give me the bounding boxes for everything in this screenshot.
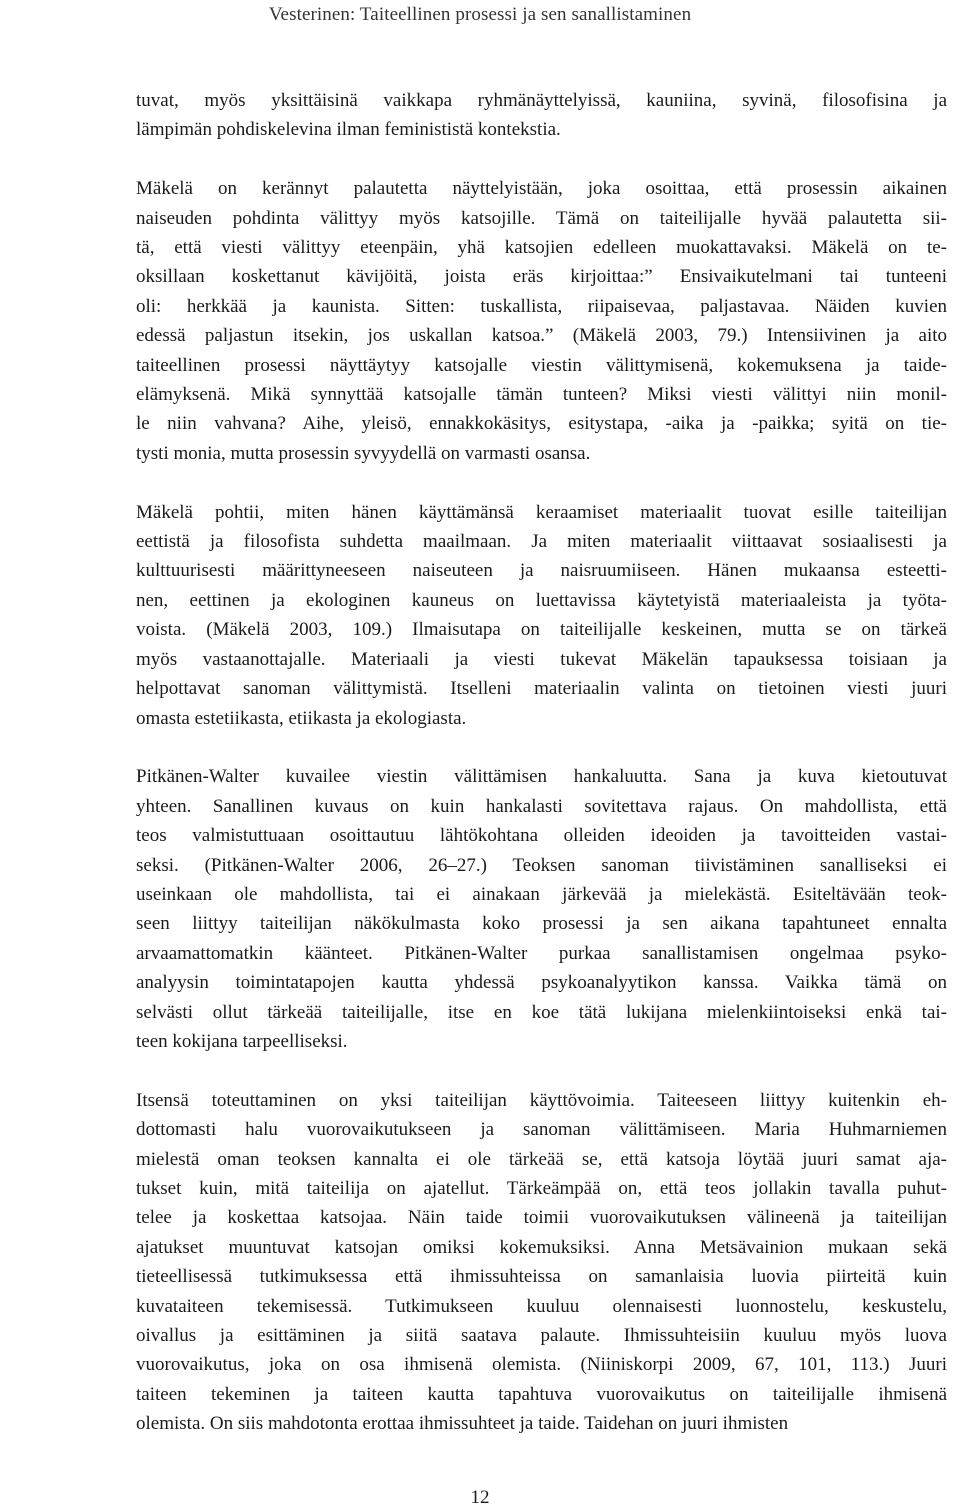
body-text xyxy=(136,86,947,1439)
paragraph-5 xyxy=(136,1086,947,1439)
text-line: naiseuden pohdinta välittyy myös katsojille. Tämä on taiteilijalle hyvää palautetta sii- xyxy=(136,207,947,229)
text-line: eettistä ja filosofista suhdetta maailmaan. Ja miten materiaalit viittaavat sosiaalisesti ja xyxy=(136,531,947,553)
text-line: voista. (Mäkelä 2003, 109.) Ilmaisutapa on taiteilijalle keskeinen, mutta se on tärkeä xyxy=(136,619,947,641)
text-line: seen liittyy taiteilijan näkökulmasta koko prosessi ja sen aikana tapahtuneet ennalta xyxy=(136,913,947,935)
text-line: oivallus ja esittäminen ja siitä saatava palaute. Ihmissuhteisiin kuuluu myös luova xyxy=(136,1325,947,1346)
text-line: Pitkänen-Walter kuvailee viestin välittämisen hankaluutta. Sana ja kuva kietoutuvat xyxy=(136,766,947,788)
text-line: mielestä oman teoksen kannalta ei ole tärkeää se, että katsoja löytää juuri samat aja- xyxy=(136,1148,947,1170)
text-line: kulttuurisesti määrittyneeseen naiseuteen ja naisruumiiseen. Hänen mukaansa esteetti- xyxy=(136,560,947,582)
text-line: kuvataiteen tekemisessä. Tutkimukseen kuuluu olennaisesti luonnostelu, keskustelu, xyxy=(136,1295,947,1317)
text-line: selvästi ollut tärkeää taiteilijalle, itse en koe tätä lukijana mielenkiintoiseksi enkä tai- xyxy=(136,1001,947,1023)
text-line: edessä paljastun itsekin, jos uskallan katsoa.” (Mäkelä 2003, 79.) Intensiivinen ja aito xyxy=(136,325,947,347)
text-line: lämpimän pohdiskelevina ilman feminististä kontekstia. xyxy=(136,119,561,141)
text-line: le niin vahvana? Aihe, yleisö, ennakkokäsitys, esitystapa, -aika ja -paikka; syitä on tie- xyxy=(136,413,947,435)
text-line: tysti monia, mutta prosessin syvyydellä on varmasti osansa. xyxy=(136,442,591,464)
text-line: yhteen. Sanallinen kuvaus on kuin hankalasti sovitettava rajaus. On mahdollista, että xyxy=(136,795,947,817)
text-line: teen kokijana tarpeelliseksi. xyxy=(136,1030,348,1052)
text-line: vuorovaikutus, joka on osa ihmisenä olemista. (Niiniskorpi 2009, 67, 101, 113.) Juuri xyxy=(136,1354,947,1376)
text-line: telee ja koskettaa katsojaa. Näin taide toimii vuorovaikutuksen välineenä ja taiteilijan xyxy=(136,1207,947,1229)
paragraph-1 xyxy=(136,86,947,145)
paragraph-3 xyxy=(136,498,947,733)
text-line: myös vastaanottajalle. Materiaali ja viesti tukevat Mäkelän tapauksessa toisiaan ja xyxy=(136,648,947,670)
text-line: tä, että viesti välittyy eteenpäin, yhä katsojien edelleen muokattavaksi. Mäkelä on te- xyxy=(136,237,947,259)
paragraph-spacer xyxy=(136,468,947,497)
paragraph-4 xyxy=(136,762,947,1056)
text-line: seksi. (Pitkänen-Walter 2006, 26–27.) Teoksen sanoman tiivistäminen sanalliseksi ei xyxy=(136,854,947,876)
text-line: oli: herkkää ja kaunista. Sitten: tuskallista, riipaisevaa, paljastavaa. Näiden kuvien xyxy=(136,295,947,317)
text-line: Itsensä toteuttaminen on yksi taiteilijan käyttövoimia. Taiteeseen liittyy kuitenkin eh- xyxy=(136,1089,947,1111)
text-line: taiteen tekeminen ja taiteen kautta tapahtuva vuorovaikutus on taiteilijalle ihmisenä xyxy=(136,1383,947,1405)
text-line: ajatukset muuntuvat katsojan omiksi kokemuksiksi. Anna Metsävainion mukaan sekä xyxy=(136,1236,947,1258)
text-line: Mäkelä pohtii, miten hänen käyttämänsä keraamiset materiaalit tuovat esille taiteilijan xyxy=(136,501,947,523)
text-line: tieteellisessä tutkimuksessa että ihmissuhteissa on samanlaisia luovia piirteitä kuin xyxy=(136,1266,947,1288)
running-header: Vesterinen: Taiteellinen prosessi ja sen sanallistaminen xyxy=(268,4,692,25)
text-line: elämyksenä. Mikä synnyttää katsojalle tämän tunteen? Miksi viesti välittyi niin monil- xyxy=(136,384,947,406)
paragraph-spacer xyxy=(136,733,947,762)
text-line: arvaamattomatkin käänteet. Pitkänen-Walter purkaa sanallistamisen ongelmaa psyko- xyxy=(136,942,947,964)
text-line: oksillaan koskettanut kävijöitä, joista eräs kirjoittaa:” Ensivaikutelmani tai tunteeni xyxy=(136,266,947,288)
text-line: Mäkelä on kerännyt palautetta näyttelyistään, joka osoittaa, että prosessin aikainen xyxy=(136,178,947,200)
text-line: teos valmistuttuaan osoittautuu lähtökohtana olleiden ideoiden ja tavoitteiden vastai- xyxy=(136,825,947,847)
text-line: tuvat, myös yksittäisinä vaikkapa ryhmänäyttelyissä, kauniina, syvinä, filosofisina ja xyxy=(136,90,947,111)
text-line: helpottavat sanoman välittymistä. Itselleni materiaalin valinta on tietoinen viesti juuri xyxy=(136,678,947,700)
paragraph-2 xyxy=(136,174,947,468)
text-line: useinkaan ole mahdollista, tai ei ainakaan järkevää ja mielekästä. Esiteltävään teok- xyxy=(136,883,947,905)
paragraph-spacer xyxy=(136,1056,947,1085)
text-line: omasta estetiikasta, etiikasta ja ekologiasta. xyxy=(136,707,467,729)
text-line: analyysin toimintatapojen kautta yhdessä psykoanalyytikon kanssa. Vaikka tämä on xyxy=(136,972,947,994)
text-line: tukset kuin, mitä taiteilija on ajatellut. Tärkeämpää on, että teos jollakin tavalla puhut- xyxy=(136,1177,947,1199)
text-line: taiteellinen prosessi näyttäytyy katsojalle viestin välittymisenä, kokemuksena ja taide- xyxy=(136,354,947,376)
text-line: nen, eettinen ja ekologinen kauneus on luettavissa käytetyistä materiaaleista ja työta- xyxy=(136,589,947,611)
text-line: olemista. On siis mahdotonta erottaa ihmissuhteet ja taide. Taidehan on juuri ihmisten xyxy=(136,1413,789,1435)
paragraph-spacer xyxy=(136,145,947,174)
page-number: 12 xyxy=(470,1487,490,1508)
text-line: dottomasti halu vuorovaikutukseen ja sanoman välittämiseen. Maria Huhmarniemen xyxy=(136,1119,947,1141)
